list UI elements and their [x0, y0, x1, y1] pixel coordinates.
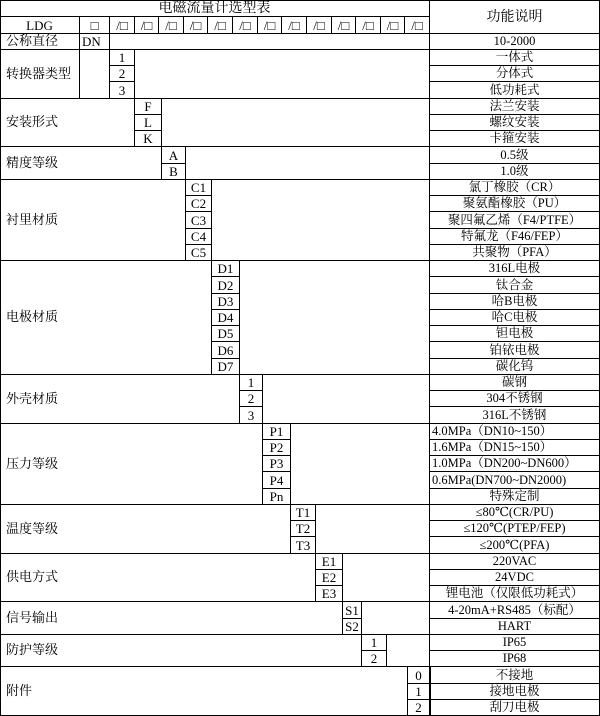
nominal-label: 公称直径	[0, 34, 80, 50]
blank-cell	[80, 50, 110, 99]
group-label: 压力等级	[0, 424, 263, 505]
model-slot: /□	[208, 17, 233, 34]
model-slot: /□	[332, 17, 356, 34]
option-code: D4	[212, 310, 240, 326]
option-code: E3	[316, 586, 343, 602]
table-title: 电磁流量计选型表	[0, 0, 430, 17]
group-label: 电极材质	[0, 261, 212, 375]
blank-cell	[291, 424, 430, 505]
option-code: 3	[110, 82, 135, 99]
blank-cell	[135, 50, 430, 99]
option-code: 1	[362, 635, 387, 651]
option-code: P2	[263, 440, 291, 456]
option-code: 2	[110, 66, 135, 82]
option-code: D6	[212, 342, 240, 359]
option-code: K	[135, 131, 162, 147]
model-slot: /□	[233, 17, 258, 34]
option-code: P4	[263, 472, 291, 489]
option-description: 0.6MPa(DN700~DN2000)	[430, 472, 600, 489]
option-description: 哈B电极	[430, 294, 600, 310]
option-code: S1	[343, 602, 362, 619]
option-description: 1.6MPa（DN15~150）	[430, 440, 600, 456]
option-description: 接地电极	[430, 684, 600, 700]
option-code: 2	[240, 391, 263, 407]
group-label: 安装形式	[0, 99, 135, 147]
option-code: B	[162, 164, 186, 180]
option-description: 锂电池（仅限低功耗式）	[430, 586, 600, 602]
group-label: 附件	[0, 667, 408, 716]
group-label: 温度等级	[0, 505, 291, 554]
option-description: 不接地	[430, 667, 600, 684]
option-code: T2	[291, 521, 316, 537]
blank-cell	[212, 180, 430, 261]
option-code: 1	[110, 50, 135, 66]
option-description: 法兰安装	[430, 99, 600, 115]
model-slot: /□	[110, 17, 135, 34]
option-description: IP65	[430, 635, 600, 651]
option-code: C5	[186, 245, 212, 261]
option-code: C3	[186, 212, 212, 229]
model-slot: /□	[135, 17, 159, 34]
option-code: E1	[316, 554, 343, 570]
option-code: D7	[212, 359, 240, 375]
blank-cell	[240, 261, 430, 375]
option-code: P3	[263, 456, 291, 472]
blank-cell	[362, 602, 430, 635]
model-slot: /□	[184, 17, 208, 34]
option-code: 1	[240, 375, 263, 391]
option-description: 24VDC	[430, 570, 600, 586]
option-description: 聚四氟乙烯（F4/PTFE）	[430, 212, 600, 229]
group-label: 精度等级	[0, 147, 162, 180]
option-code: P1	[263, 424, 291, 440]
option-description: 0.5级	[430, 147, 600, 164]
option-description: 钽电极	[430, 326, 600, 342]
first-slot: □	[80, 17, 110, 34]
blank-cell	[387, 635, 430, 667]
option-code: C4	[186, 229, 212, 245]
option-description: 316L不锈钢	[430, 407, 600, 424]
group-label: 信号输出	[0, 602, 343, 635]
option-description: 碳钢	[430, 375, 600, 391]
model-slot: /□	[258, 17, 282, 34]
option-code: T1	[291, 505, 316, 521]
option-description: ≤80℃(CR/PU)	[430, 505, 600, 521]
option-description: 碳化钨	[430, 359, 600, 375]
option-code: 2	[362, 651, 387, 667]
group-label: 转换器类型	[0, 50, 80, 99]
model-slot: /□	[405, 17, 430, 34]
function-title: 功能说明	[430, 0, 600, 34]
option-description: HART	[430, 619, 600, 635]
option-code: D2	[212, 277, 240, 294]
option-description: 卡箍安装	[430, 131, 600, 147]
blank-cell	[263, 375, 430, 424]
option-code: E2	[316, 570, 343, 586]
option-code: 2	[408, 700, 430, 716]
option-description: 低功耗式	[430, 82, 600, 99]
option-code: C1	[186, 180, 212, 196]
option-description: IP68	[430, 651, 600, 667]
option-code: 1	[408, 684, 430, 700]
model-prefix: LDG	[0, 17, 80, 34]
model-slot: /□	[381, 17, 405, 34]
option-description: 氯丁橡胶（CR）	[430, 180, 600, 196]
model-slot: /□	[356, 17, 381, 34]
group-label: 衬里材质	[0, 180, 186, 261]
option-description: 220VAC	[430, 554, 600, 570]
nominal-description: 10-2000	[430, 34, 600, 50]
option-code: D3	[212, 294, 240, 310]
option-code: S2	[343, 619, 362, 635]
option-code: A	[162, 147, 186, 164]
model-slot: /□	[307, 17, 332, 34]
blank-cell	[162, 99, 430, 147]
option-description: 316L电极	[430, 261, 600, 277]
option-description: 聚氨酯橡胶（PU）	[430, 196, 600, 212]
option-code: C2	[186, 196, 212, 212]
group-label: 供电方式	[0, 554, 316, 602]
option-code: D1	[212, 261, 240, 277]
option-code: L	[135, 115, 162, 131]
option-code: F	[135, 99, 162, 115]
option-description: ≤120℃(PTEP/FEP)	[430, 521, 600, 537]
blank-cell	[343, 554, 430, 602]
group-label: 外壳材质	[0, 375, 240, 424]
blank-cell	[110, 34, 430, 50]
option-code: 0	[408, 667, 430, 684]
option-description: 1.0MPa（DN200~DN600）	[430, 456, 600, 472]
group-label: 防护等级	[0, 635, 362, 667]
blank-cell	[186, 147, 430, 180]
option-description: 4-20mA+RS485（标配）	[430, 602, 600, 619]
option-description: 4.0MPa（DN10~150）	[430, 424, 600, 440]
option-code: T3	[291, 537, 316, 554]
option-description: 特殊定制	[430, 489, 600, 505]
option-description: ≤200℃(PFA)	[430, 537, 600, 554]
option-description: 铂铱电极	[430, 342, 600, 359]
option-code: 3	[240, 407, 263, 424]
option-description: 刮刀电极	[430, 700, 600, 716]
option-description: 304不锈钢	[430, 391, 600, 407]
option-code: Pn	[263, 489, 291, 505]
nominal-code: DN	[80, 34, 110, 50]
model-slot: /□	[159, 17, 184, 34]
option-description: 分体式	[430, 66, 600, 82]
option-description: 钛合金	[430, 277, 600, 294]
option-code: D5	[212, 326, 240, 342]
model-slot: /□	[282, 17, 307, 34]
option-description: 螺纹安装	[430, 115, 600, 131]
blank-cell	[316, 505, 430, 554]
option-description: 哈C电极	[430, 310, 600, 326]
option-description: 1.0级	[430, 164, 600, 180]
option-description: 共聚物（PFA）	[430, 245, 600, 261]
option-description: 特氟龙（F46/FEP）	[430, 229, 600, 245]
option-description: 一体式	[430, 50, 600, 66]
